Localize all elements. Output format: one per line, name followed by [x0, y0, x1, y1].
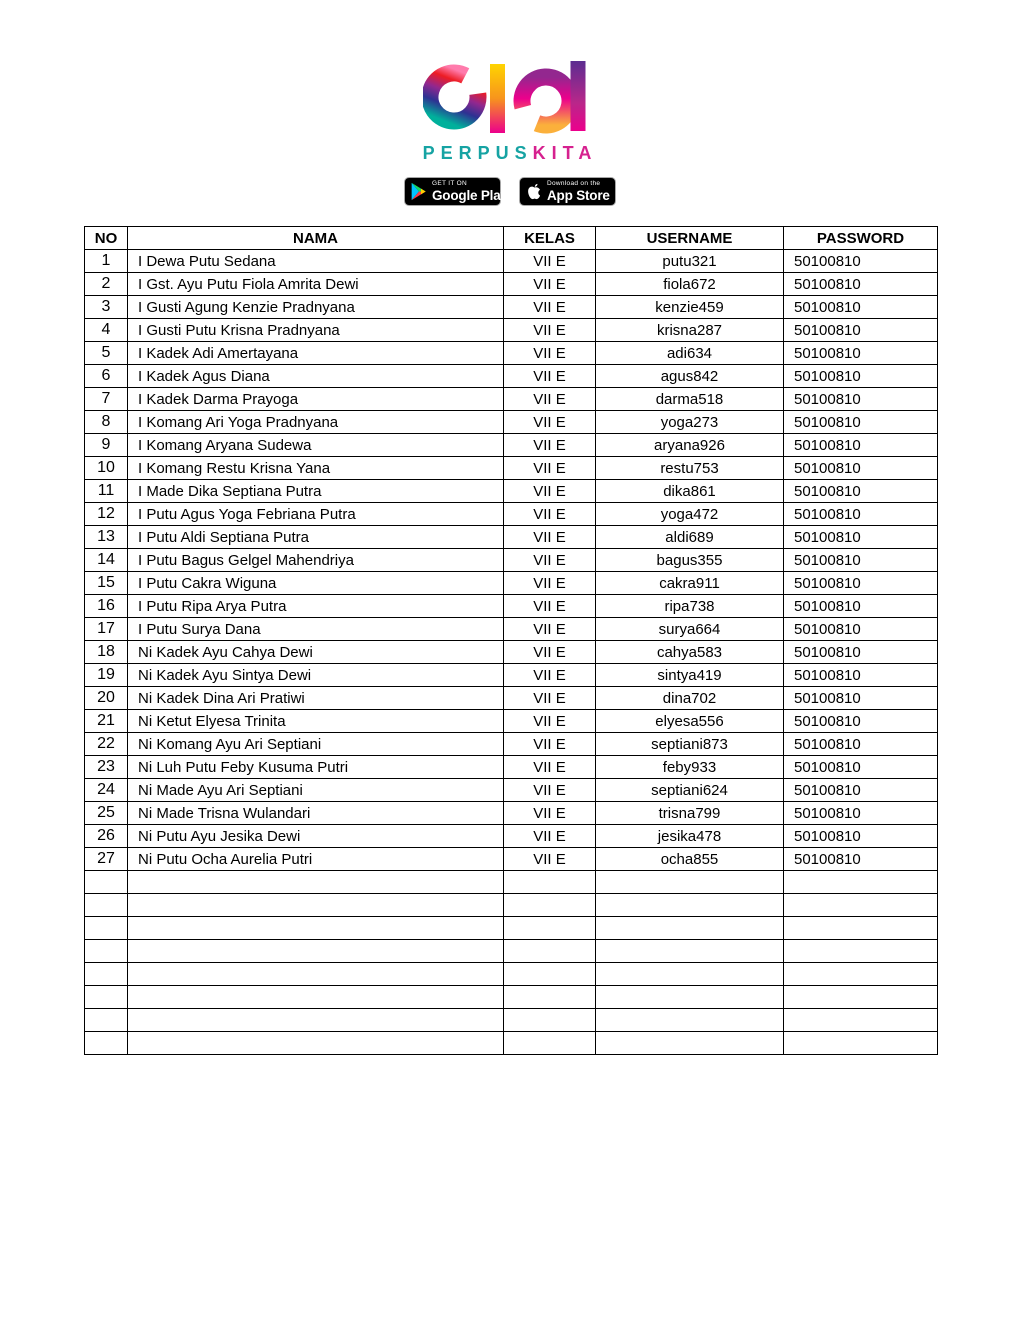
cell-no: 24 [85, 779, 128, 802]
cell-kelas: VII E [504, 848, 596, 871]
table-row [85, 779, 938, 802]
cell-password: 50100810 [784, 595, 938, 618]
cell-kelas: VII E [504, 457, 596, 480]
cell-no: 22 [85, 733, 128, 756]
cell-password: 50100810 [784, 273, 938, 296]
table-row [85, 388, 938, 411]
cell-no: 16 [85, 595, 128, 618]
cell-username [596, 940, 784, 963]
table-row [85, 273, 938, 296]
perpuskita-logo-mark [423, 55, 598, 140]
cell-kelas: VII E [504, 779, 596, 802]
cell-username [596, 871, 784, 894]
cell-no: 20 [85, 687, 128, 710]
cell-username: surya664 [596, 618, 784, 641]
cell-nama: I Komang Restu Krisna Yana [128, 457, 504, 480]
cell-nama: Ni Kadek Dina Ari Pratiwi [128, 687, 504, 710]
cell-kelas: VII E [504, 733, 596, 756]
cell-no: 5 [85, 342, 128, 365]
cell-nama: Ni Kadek Ayu Cahya Dewi [128, 641, 504, 664]
google-play-tagline: GET IT ON [432, 180, 467, 187]
cell-nama: Ni Putu Ayu Jesika Dewi [128, 825, 504, 848]
cell-username: agus842 [596, 365, 784, 388]
cell-no: 11 [85, 480, 128, 503]
table-row [85, 917, 938, 940]
cell-no: 1 [85, 250, 128, 273]
column-header-password: PASSWORD [784, 227, 938, 250]
table-row [85, 365, 938, 388]
cell-username: septiani624 [596, 779, 784, 802]
cell-nama [128, 894, 504, 917]
table-row [85, 411, 938, 434]
cell-kelas: VII E [504, 641, 596, 664]
cell-kelas: VII E [504, 549, 596, 572]
cell-no: 2 [85, 273, 128, 296]
cell-username: trisna799 [596, 802, 784, 825]
cell-no: 25 [85, 802, 128, 825]
table-row [85, 802, 938, 825]
google-play-icon [411, 182, 427, 201]
cell-password [784, 940, 938, 963]
cell-nama [128, 963, 504, 986]
cell-password: 50100810 [784, 664, 938, 687]
cell-username: yoga273 [596, 411, 784, 434]
cell-no: 23 [85, 756, 128, 779]
cell-username: fiola672 [596, 273, 784, 296]
cell-password: 50100810 [784, 319, 938, 342]
cell-password: 50100810 [784, 480, 938, 503]
table-row [85, 986, 938, 1009]
cell-username: aldi689 [596, 526, 784, 549]
cell-kelas: VII E [504, 365, 596, 388]
cell-kelas: VII E [504, 342, 596, 365]
table-row [85, 526, 938, 549]
brand-kita: KITA [532, 143, 598, 163]
cell-kelas: VII E [504, 526, 596, 549]
cell-password: 50100810 [784, 365, 938, 388]
cell-kelas [504, 894, 596, 917]
cell-username: putu321 [596, 250, 784, 273]
cell-nama: I Gusti Agung Kenzie Pradnyana [128, 296, 504, 319]
cell-kelas: VII E [504, 664, 596, 687]
cell-kelas [504, 1009, 596, 1032]
table-row [85, 572, 938, 595]
cell-username: aryana926 [596, 434, 784, 457]
table-row [85, 848, 938, 871]
cell-username: krisna287 [596, 319, 784, 342]
cell-nama: I Komang Aryana Sudewa [128, 434, 504, 457]
store-badges [404, 177, 616, 206]
cell-password: 50100810 [784, 411, 938, 434]
cell-password: 50100810 [784, 779, 938, 802]
cell-nama: Ni Made Ayu Ari Septiani [128, 779, 504, 802]
cell-username [596, 986, 784, 1009]
table-row [85, 250, 938, 273]
cell-nama: Ni Komang Ayu Ari Septiani [128, 733, 504, 756]
cell-nama: I Putu Aldi Septiana Putra [128, 526, 504, 549]
cell-password: 50100810 [784, 434, 938, 457]
cell-kelas: VII E [504, 572, 596, 595]
cell-no: 19 [85, 664, 128, 687]
cell-no: 27 [85, 848, 128, 871]
table-row [85, 733, 938, 756]
cell-nama [128, 1032, 504, 1055]
cell-password: 50100810 [784, 618, 938, 641]
cell-no: 12 [85, 503, 128, 526]
cell-username: kenzie459 [596, 296, 784, 319]
table-row [85, 319, 938, 342]
cell-kelas: VII E [504, 687, 596, 710]
cell-no: 9 [85, 434, 128, 457]
cell-password: 50100810 [784, 549, 938, 572]
table-row [85, 1009, 938, 1032]
cell-nama: I Putu Agus Yoga Febriana Putra [128, 503, 504, 526]
cell-password: 50100810 [784, 641, 938, 664]
column-header-username: USERNAME [596, 227, 784, 250]
cell-kelas: VII E [504, 825, 596, 848]
cell-password: 50100810 [784, 802, 938, 825]
cell-username: bagus355 [596, 549, 784, 572]
cell-kelas [504, 963, 596, 986]
cell-kelas: VII E [504, 411, 596, 434]
cell-kelas [504, 940, 596, 963]
table-row [85, 963, 938, 986]
app-store-tagline: Download on the [547, 180, 601, 187]
cell-kelas: VII E [504, 710, 596, 733]
table-row [85, 894, 938, 917]
table-row [85, 595, 938, 618]
cell-no: 13 [85, 526, 128, 549]
cell-password [784, 986, 938, 1009]
cell-kelas: VII E [504, 595, 596, 618]
table-row [85, 664, 938, 687]
cell-nama: I Gst. Ayu Putu Fiola Amrita Dewi [128, 273, 504, 296]
app-store-badge[interactable] [519, 177, 616, 206]
cell-nama [128, 986, 504, 1009]
cell-no: 18 [85, 641, 128, 664]
cell-username: adi634 [596, 342, 784, 365]
cell-password: 50100810 [784, 733, 938, 756]
table-row [85, 687, 938, 710]
cell-password [784, 871, 938, 894]
cell-nama: I Putu Ripa Arya Putra [128, 595, 504, 618]
cell-password: 50100810 [784, 503, 938, 526]
brand-wordmark [423, 142, 598, 164]
cell-no [85, 1009, 128, 1032]
cell-password: 50100810 [784, 250, 938, 273]
cell-username: darma518 [596, 388, 784, 411]
cell-nama: I Gusti Putu Krisna Pradnyana [128, 319, 504, 342]
cell-no: 15 [85, 572, 128, 595]
cell-username [596, 1009, 784, 1032]
app-store-badge-text [547, 180, 610, 203]
cell-no [85, 986, 128, 1009]
accounts-table [84, 226, 938, 1055]
cell-kelas: VII E [504, 434, 596, 457]
cell-no [85, 871, 128, 894]
cell-username: cakra911 [596, 572, 784, 595]
cell-kelas [504, 917, 596, 940]
cell-no: 3 [85, 296, 128, 319]
table-row [85, 618, 938, 641]
cell-password: 50100810 [784, 825, 938, 848]
cell-nama: Ni Putu Ocha Aurelia Putri [128, 848, 504, 871]
cell-no [85, 917, 128, 940]
cell-username: sintya419 [596, 664, 784, 687]
cell-nama: I Made Dika Septiana Putra [128, 480, 504, 503]
cell-kelas: VII E [504, 756, 596, 779]
table-row [85, 434, 938, 457]
table-row [85, 710, 938, 733]
cell-kelas: VII E [504, 319, 596, 342]
cell-username: restu753 [596, 457, 784, 480]
table-row [85, 756, 938, 779]
cell-nama [128, 940, 504, 963]
cell-username: ripa738 [596, 595, 784, 618]
table-row [85, 457, 938, 480]
cell-nama: I Komang Ari Yoga Pradnyana [128, 411, 504, 434]
table-row [85, 549, 938, 572]
cell-nama: I Putu Surya Dana [128, 618, 504, 641]
cell-nama: I Putu Bagus Gelgel Mahendriya [128, 549, 504, 572]
table-row [85, 871, 938, 894]
cell-kelas: VII E [504, 388, 596, 411]
table-row [85, 641, 938, 664]
column-header-kelas: KELAS [504, 227, 596, 250]
cell-nama: Ni Luh Putu Feby Kusuma Putri [128, 756, 504, 779]
cell-password [784, 1009, 938, 1032]
cell-username: yoga472 [596, 503, 784, 526]
cell-no [85, 894, 128, 917]
cell-nama: I Kadek Agus Diana [128, 365, 504, 388]
cell-password: 50100810 [784, 710, 938, 733]
google-play-badge[interactable] [404, 177, 508, 206]
cell-nama [128, 917, 504, 940]
cell-password [784, 1032, 938, 1055]
table-row [85, 296, 938, 319]
cell-username: feby933 [596, 756, 784, 779]
cell-no [85, 963, 128, 986]
cell-username: dina702 [596, 687, 784, 710]
cell-nama: I Dewa Putu Sedana [128, 250, 504, 273]
cell-kelas: VII E [504, 503, 596, 526]
apple-icon [526, 182, 542, 201]
cell-nama: I Kadek Adi Amertayana [128, 342, 504, 365]
cell-no: 14 [85, 549, 128, 572]
cell-username: septiani873 [596, 733, 784, 756]
cell-nama: Ni Made Trisna Wulandari [128, 802, 504, 825]
table-header-row [85, 227, 938, 250]
cell-kelas: VII E [504, 250, 596, 273]
cell-no: 17 [85, 618, 128, 641]
cell-password: 50100810 [784, 848, 938, 871]
table-row [85, 480, 938, 503]
table-row [85, 1032, 938, 1055]
cell-username [596, 1032, 784, 1055]
cell-kelas: VII E [504, 480, 596, 503]
cell-password [784, 917, 938, 940]
cell-nama [128, 871, 504, 894]
accounts-table-wrap [84, 226, 1020, 1055]
table-row [85, 940, 938, 963]
cell-username: elyesa556 [596, 710, 784, 733]
cell-username [596, 917, 784, 940]
cell-no [85, 1032, 128, 1055]
cell-nama: Ni Ketut Elyesa Trinita [128, 710, 504, 733]
cell-username: dika861 [596, 480, 784, 503]
page-header [0, 0, 1020, 206]
cell-password: 50100810 [784, 388, 938, 411]
google-play-store-name: Google Play [432, 188, 508, 203]
app-store-store-name: App Store [547, 188, 610, 203]
cell-password [784, 963, 938, 986]
cell-kelas [504, 986, 596, 1009]
cell-password: 50100810 [784, 572, 938, 595]
cell-password: 50100810 [784, 296, 938, 319]
cell-password: 50100810 [784, 457, 938, 480]
cell-no: 7 [85, 388, 128, 411]
cell-username: jesika478 [596, 825, 784, 848]
brand-perpus: PERPUS [422, 143, 533, 163]
cell-kelas [504, 871, 596, 894]
cell-kelas [504, 1032, 596, 1055]
table-row [85, 342, 938, 365]
cell-nama [128, 1009, 504, 1032]
column-header-no: NO [85, 227, 128, 250]
cell-password: 50100810 [784, 687, 938, 710]
cell-kelas: VII E [504, 273, 596, 296]
cell-nama: Ni Kadek Ayu Sintya Dewi [128, 664, 504, 687]
cell-username: ocha855 [596, 848, 784, 871]
cell-kelas: VII E [504, 618, 596, 641]
google-play-badge-text [432, 180, 508, 203]
cell-password: 50100810 [784, 526, 938, 549]
cell-no: 21 [85, 710, 128, 733]
cell-username [596, 963, 784, 986]
cell-no [85, 940, 128, 963]
cell-username [596, 894, 784, 917]
cell-password: 50100810 [784, 342, 938, 365]
table-row [85, 503, 938, 526]
cell-kelas: VII E [504, 296, 596, 319]
cell-no: 6 [85, 365, 128, 388]
cell-nama: I Putu Cakra Wiguna [128, 572, 504, 595]
cell-no: 10 [85, 457, 128, 480]
cell-nama: I Kadek Darma Prayoga [128, 388, 504, 411]
cell-password [784, 894, 938, 917]
cell-no: 8 [85, 411, 128, 434]
cell-username: cahya583 [596, 641, 784, 664]
cell-kelas: VII E [504, 802, 596, 825]
cell-password: 50100810 [784, 756, 938, 779]
cell-no: 26 [85, 825, 128, 848]
table-row [85, 825, 938, 848]
table-body [85, 250, 938, 1055]
cell-no: 4 [85, 319, 128, 342]
column-header-nama: NAMA [128, 227, 504, 250]
